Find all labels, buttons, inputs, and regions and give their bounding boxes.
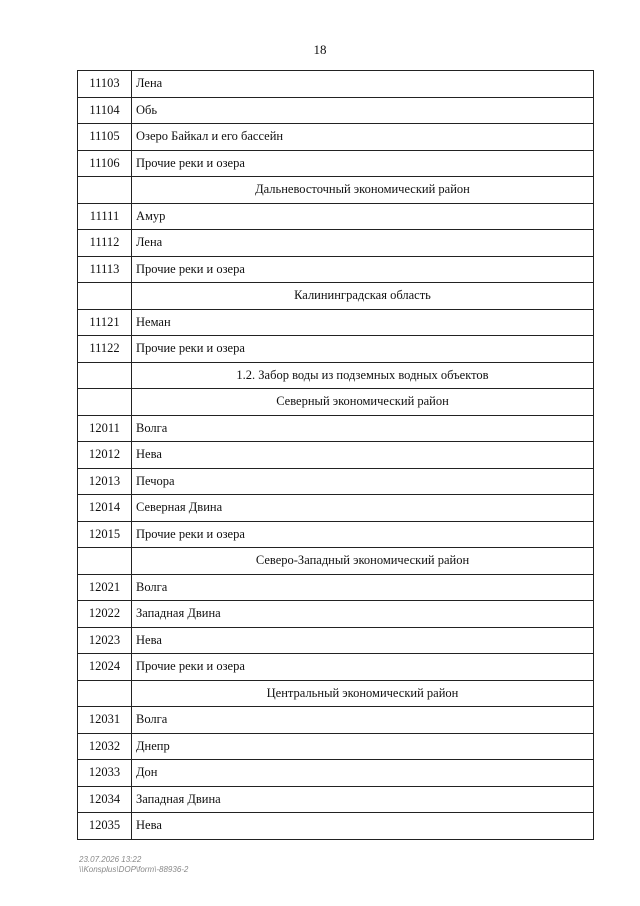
water-body-code: 12031 xyxy=(78,707,132,734)
water-body-code: 11103 xyxy=(78,71,132,98)
water-body-name: Прочие реки и озера xyxy=(132,150,594,177)
water-body-name: Лена xyxy=(132,230,594,257)
water-body-code: 11122 xyxy=(78,336,132,363)
water-body-code: 12035 xyxy=(78,813,132,840)
footer-file-path: \\Konsplus\DOP\form\-88936-2 xyxy=(79,865,189,874)
table-row xyxy=(78,256,594,283)
water-body-name: Днепр xyxy=(132,733,594,760)
document-footer xyxy=(79,855,188,875)
water-body-code: 12014 xyxy=(78,495,132,522)
table-row xyxy=(78,813,594,840)
water-body-name: Нева xyxy=(132,627,594,654)
section-header-row xyxy=(78,177,594,204)
water-body-code: 12024 xyxy=(78,654,132,681)
water-body-code: 11112 xyxy=(78,230,132,257)
water-body-name: Прочие реки и озера xyxy=(132,256,594,283)
table-row xyxy=(78,786,594,813)
water-body-code-table xyxy=(77,70,594,840)
water-body-name: Нева xyxy=(132,813,594,840)
section-header-row xyxy=(78,283,594,310)
table-body xyxy=(78,71,594,840)
water-body-code: 11121 xyxy=(78,309,132,336)
water-body-code: 12033 xyxy=(78,760,132,787)
table-row xyxy=(78,415,594,442)
section-title: Дальневосточный экономический район xyxy=(132,177,594,204)
empty-code-cell xyxy=(78,362,132,389)
water-body-code: 11111 xyxy=(78,203,132,230)
water-body-code: 12022 xyxy=(78,601,132,628)
empty-code-cell xyxy=(78,389,132,416)
water-body-name: Волга xyxy=(132,707,594,734)
page-number: 18 xyxy=(313,42,327,57)
water-body-code: 12021 xyxy=(78,574,132,601)
water-body-name: Западная Двина xyxy=(132,786,594,813)
water-body-code: 11113 xyxy=(78,256,132,283)
water-body-code: 12015 xyxy=(78,521,132,548)
footer-timestamp: 23.07.2026 13:22 xyxy=(79,855,142,864)
table-row xyxy=(78,574,594,601)
water-body-name: Амур xyxy=(132,203,594,230)
water-body-name: Прочие реки и озера xyxy=(132,336,594,363)
water-body-name: Прочие реки и озера xyxy=(132,654,594,681)
table-row xyxy=(78,521,594,548)
table-row xyxy=(78,442,594,469)
table-row xyxy=(78,627,594,654)
water-body-code: 11104 xyxy=(78,97,132,124)
empty-code-cell xyxy=(78,680,132,707)
table-row xyxy=(78,203,594,230)
section-title: Калининградская область xyxy=(132,283,594,310)
section-title: Северо-Западный экономический район xyxy=(132,548,594,575)
table-row xyxy=(78,97,594,124)
table-row xyxy=(78,733,594,760)
section-header-row xyxy=(78,548,594,575)
table-row xyxy=(78,309,594,336)
water-body-name: Печора xyxy=(132,468,594,495)
water-body-name: Волга xyxy=(132,574,594,601)
water-body-name: Лена xyxy=(132,71,594,98)
table-row xyxy=(78,468,594,495)
section-title: Центральный экономический район xyxy=(132,680,594,707)
water-body-code: 12034 xyxy=(78,786,132,813)
section-header-row xyxy=(78,362,594,389)
water-body-code: 12012 xyxy=(78,442,132,469)
water-body-name: Северная Двина xyxy=(132,495,594,522)
table-row xyxy=(78,150,594,177)
table-row xyxy=(78,71,594,98)
table-row xyxy=(78,230,594,257)
water-body-name: Прочие реки и озера xyxy=(132,521,594,548)
water-body-code: 12032 xyxy=(78,733,132,760)
table-row xyxy=(78,495,594,522)
empty-code-cell xyxy=(78,283,132,310)
water-body-code: 11105 xyxy=(78,124,132,151)
table-row xyxy=(78,760,594,787)
section-header-row xyxy=(78,680,594,707)
water-body-code: 12023 xyxy=(78,627,132,654)
empty-code-cell xyxy=(78,177,132,204)
empty-code-cell xyxy=(78,548,132,575)
water-body-code: 11106 xyxy=(78,150,132,177)
water-body-code: 12013 xyxy=(78,468,132,495)
section-title: Северный экономический район xyxy=(132,389,594,416)
water-body-name: Волга xyxy=(132,415,594,442)
table-row xyxy=(78,707,594,734)
table-row xyxy=(78,654,594,681)
water-body-name: Западная Двина xyxy=(132,601,594,628)
water-body-name: Дон xyxy=(132,760,594,787)
water-body-code: 12011 xyxy=(78,415,132,442)
section-title: 1.2. Забор воды из подземных водных объектов xyxy=(132,362,594,389)
table-row xyxy=(78,124,594,151)
water-body-name: Озеро Байкал и его бассейн xyxy=(132,124,594,151)
table-row xyxy=(78,601,594,628)
water-body-name: Неман xyxy=(132,309,594,336)
water-body-name: Обь xyxy=(132,97,594,124)
water-body-name: Нева xyxy=(132,442,594,469)
table-row xyxy=(78,336,594,363)
section-header-row xyxy=(78,389,594,416)
